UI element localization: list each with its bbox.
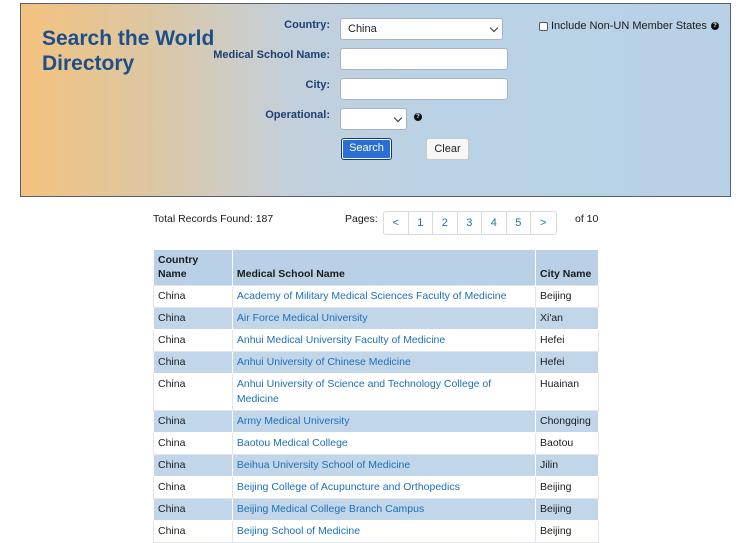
country-select-value: China	[348, 23, 377, 35]
country-cell: China	[154, 433, 233, 455]
pager-page-4[interactable]: 4	[482, 212, 507, 234]
table-row	[154, 330, 599, 352]
school-link[interactable]: Anhui University of Science and Technology College of Medicine	[236, 378, 492, 405]
country-cell: China	[154, 308, 233, 330]
city-cell: Xi'an	[535, 308, 598, 330]
city-cell: Beijing	[535, 521, 598, 543]
school-cell	[232, 374, 535, 411]
non-un-help-icon[interactable]: ?	[711, 22, 719, 30]
pages-label: Pages:	[345, 213, 378, 225]
operational-label: Operational:	[265, 109, 330, 121]
school-cell	[232, 455, 535, 477]
school-link[interactable]: Anhui Medical University Faculty of Medicine	[236, 334, 446, 346]
country-cell: China	[154, 455, 233, 477]
table-row	[154, 374, 599, 411]
pager-prev-button[interactable]: <	[384, 212, 409, 234]
results-bar	[153, 211, 613, 235]
city-cell: Beijing	[535, 477, 598, 499]
table-row	[154, 499, 599, 521]
country-cell: China	[154, 352, 233, 374]
table-row	[154, 477, 599, 499]
city-cell: Baotou	[535, 433, 598, 455]
table-row	[154, 411, 599, 433]
school-link[interactable]: Beijing College of Acupuncture and Orthopedics	[236, 481, 460, 493]
school-link[interactable]: Baotou Medical College	[236, 437, 348, 449]
pager-next-button[interactable]: >	[540, 217, 547, 229]
header-medical-school-name[interactable]: Medical School Name	[232, 250, 535, 286]
clear-button[interactable]: Clear	[426, 138, 469, 160]
school-cell	[232, 411, 535, 433]
country-cell: China	[154, 477, 233, 499]
school-cell	[232, 433, 535, 455]
panel-title: Search the World Directory	[42, 27, 215, 75]
school-cell	[232, 308, 535, 330]
operational-help-icon[interactable]: ?	[414, 113, 422, 121]
school-cell	[232, 477, 535, 499]
city-cell: Huainan	[535, 374, 598, 411]
medical-school-name-input[interactable]	[340, 48, 508, 70]
school-link[interactable]: Beihua University School of Medicine	[236, 459, 411, 471]
pager-page-1[interactable]: 1	[409, 212, 434, 234]
total-records: Total Records Found: 187	[153, 213, 274, 225]
header-country-name[interactable]: Country Name	[154, 250, 233, 286]
school-link[interactable]: Academy of Military Medical Sciences Faculty of Medicine	[236, 290, 507, 302]
total-pages: of 10	[575, 213, 599, 225]
table-row	[154, 286, 599, 308]
country-select[interactable]	[340, 18, 503, 40]
chevron-down-icon	[394, 114, 402, 122]
country-cell: China	[154, 330, 233, 352]
header-city-name[interactable]: City Name	[535, 250, 598, 286]
search-panel	[20, 3, 731, 197]
search-button[interactable]: Search	[341, 138, 392, 160]
non-un-member-label: Include Non-UN Member States	[551, 20, 707, 32]
city-cell: Jilin	[535, 455, 598, 477]
school-cell	[232, 330, 535, 352]
operational-select[interactable]	[340, 108, 407, 130]
school-link[interactable]: Army Medical University	[236, 415, 350, 427]
city-cell: Hefei	[535, 330, 598, 352]
school-name-label: Medical School Name:	[213, 49, 330, 61]
school-link[interactable]: Beijing Medical College Branch Campus	[236, 503, 425, 515]
country-cell: China	[154, 521, 233, 543]
chevron-down-icon	[490, 24, 498, 32]
pagination	[383, 211, 557, 235]
country-cell: China	[154, 286, 233, 308]
city-cell: Chongqing	[535, 411, 598, 433]
school-link[interactable]: Air Force Medical University	[236, 312, 368, 324]
country-cell: China	[154, 411, 233, 433]
non-un-member-option[interactable]	[539, 20, 719, 32]
school-link[interactable]: Anhui University of Chinese Medicine	[236, 356, 411, 368]
city-label: City:	[305, 79, 330, 91]
pager-page-3[interactable]: 3	[458, 212, 483, 234]
results-table	[153, 249, 599, 543]
city-cell: Beijing	[535, 286, 598, 308]
table-row	[154, 455, 599, 477]
school-link[interactable]: Beijing School of Medicine	[236, 525, 361, 537]
school-cell	[232, 286, 535, 308]
non-un-member-checkbox[interactable]	[539, 22, 548, 31]
country-label: Country:	[284, 19, 330, 31]
country-cell: China	[154, 499, 233, 521]
pager-page-2[interactable]: 2	[433, 212, 458, 234]
table-row	[154, 433, 599, 455]
table-header-row	[154, 250, 599, 286]
school-cell	[232, 352, 535, 374]
city-input[interactable]	[340, 78, 508, 100]
city-cell: Hefei	[535, 352, 598, 374]
field-labels	[171, 4, 330, 144]
country-cell: China	[154, 374, 233, 411]
school-cell	[232, 499, 535, 521]
table-row	[154, 308, 599, 330]
pager-page-5[interactable]: 5	[507, 212, 532, 234]
city-cell: Beijing	[535, 499, 598, 521]
table-row	[154, 352, 599, 374]
